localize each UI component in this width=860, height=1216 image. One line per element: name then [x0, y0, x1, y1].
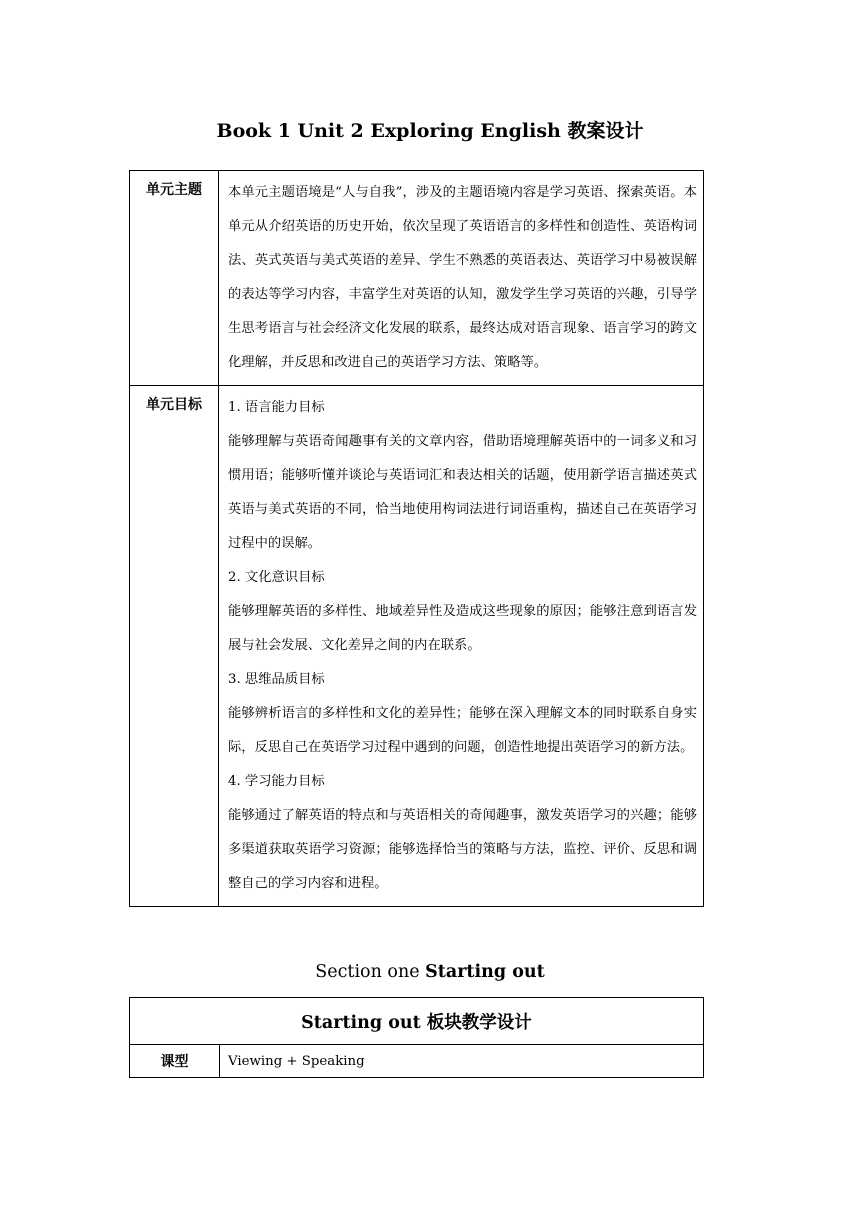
goal-heading-thinking: 3. 思维品质目标	[228, 672, 325, 687]
table-row-goals	[130, 386, 704, 907]
goal-text-language: 能够理解与英语奇闻趣事有关的文章内容，借助语境理解英语中的一词多义和习惯用语；能够听懂并谈论与英语词汇和表达相关的话题，使用新学语言描述英式英语与美式英语的不同，恰当地使用构词法进行词语重构，描述自己在英语学习过程中的误解。	[228, 434, 697, 551]
goal-heading-learning: 4. 学习能力目标	[228, 774, 325, 789]
lesson-type-label: 课型	[130, 1045, 220, 1078]
table-row-lesson-type	[130, 1045, 704, 1078]
goal-heading-language: 1. 语言能力目标	[228, 400, 325, 415]
theme-text: 本单元主题语境是“人与自我”，涉及的主题语境内容是学习英语、探索英语。本单元从介绍英语的历史开始，依次呈现了英语语言的多样性和创造性、英语构词法、英式英语与美式英语的差异、学生不熟悉的英语表达、英语学习中易被误解的表达等学习内容，丰富学生对英语的认知，激发学生学习英语的兴趣，引导学生思考语言与社会经济文化发展的联系，最终达成对语言现象、语言学习的跨文化理解，并反思和改进自己的英语学习方法、策略等。	[228, 185, 697, 370]
section-name: Starting out	[425, 962, 545, 982]
unit-overview-table	[129, 170, 704, 907]
goals-label: 单元目标	[130, 386, 219, 907]
theme-label: 单元主题	[130, 171, 219, 386]
section-prefix: Section one	[315, 962, 426, 982]
table-row-theme	[130, 171, 704, 386]
section-heading	[0, 962, 860, 982]
goal-heading-culture: 2. 文化意识目标	[228, 570, 325, 585]
lesson-type-value: Viewing + Speaking	[220, 1045, 704, 1078]
theme-content	[219, 171, 704, 386]
goal-text-culture: 能够理解英语的多样性、地域差异性及造成这些现象的原因；能够注意到语言发展与社会发展、文化差异之间的内在联系。	[228, 604, 697, 653]
lesson-design-table	[129, 997, 704, 1078]
page-title: Book 1 Unit 2 Exploring English 教案设计	[216, 120, 644, 142]
goal-text-learning: 能够通过了解英语的特点和与英语相关的奇闻趣事，激发英语学习的兴趣；能够多渠道获取英语学习资源；能够选择恰当的策略与方法，监控、评价、反思和调整自己的学习内容和进程。	[228, 808, 697, 891]
goals-content	[219, 386, 704, 907]
goal-text-thinking: 能够辨析语言的多样性和文化的差异性；能够在深入理解文本的同时联系自身实际，反思自己在英语学习过程中遇到的问题，创造性地提出英语学习的新方法。	[228, 706, 697, 755]
design-table-title: Starting out 板块教学设计	[130, 998, 704, 1045]
table-row-design-title	[130, 998, 704, 1045]
